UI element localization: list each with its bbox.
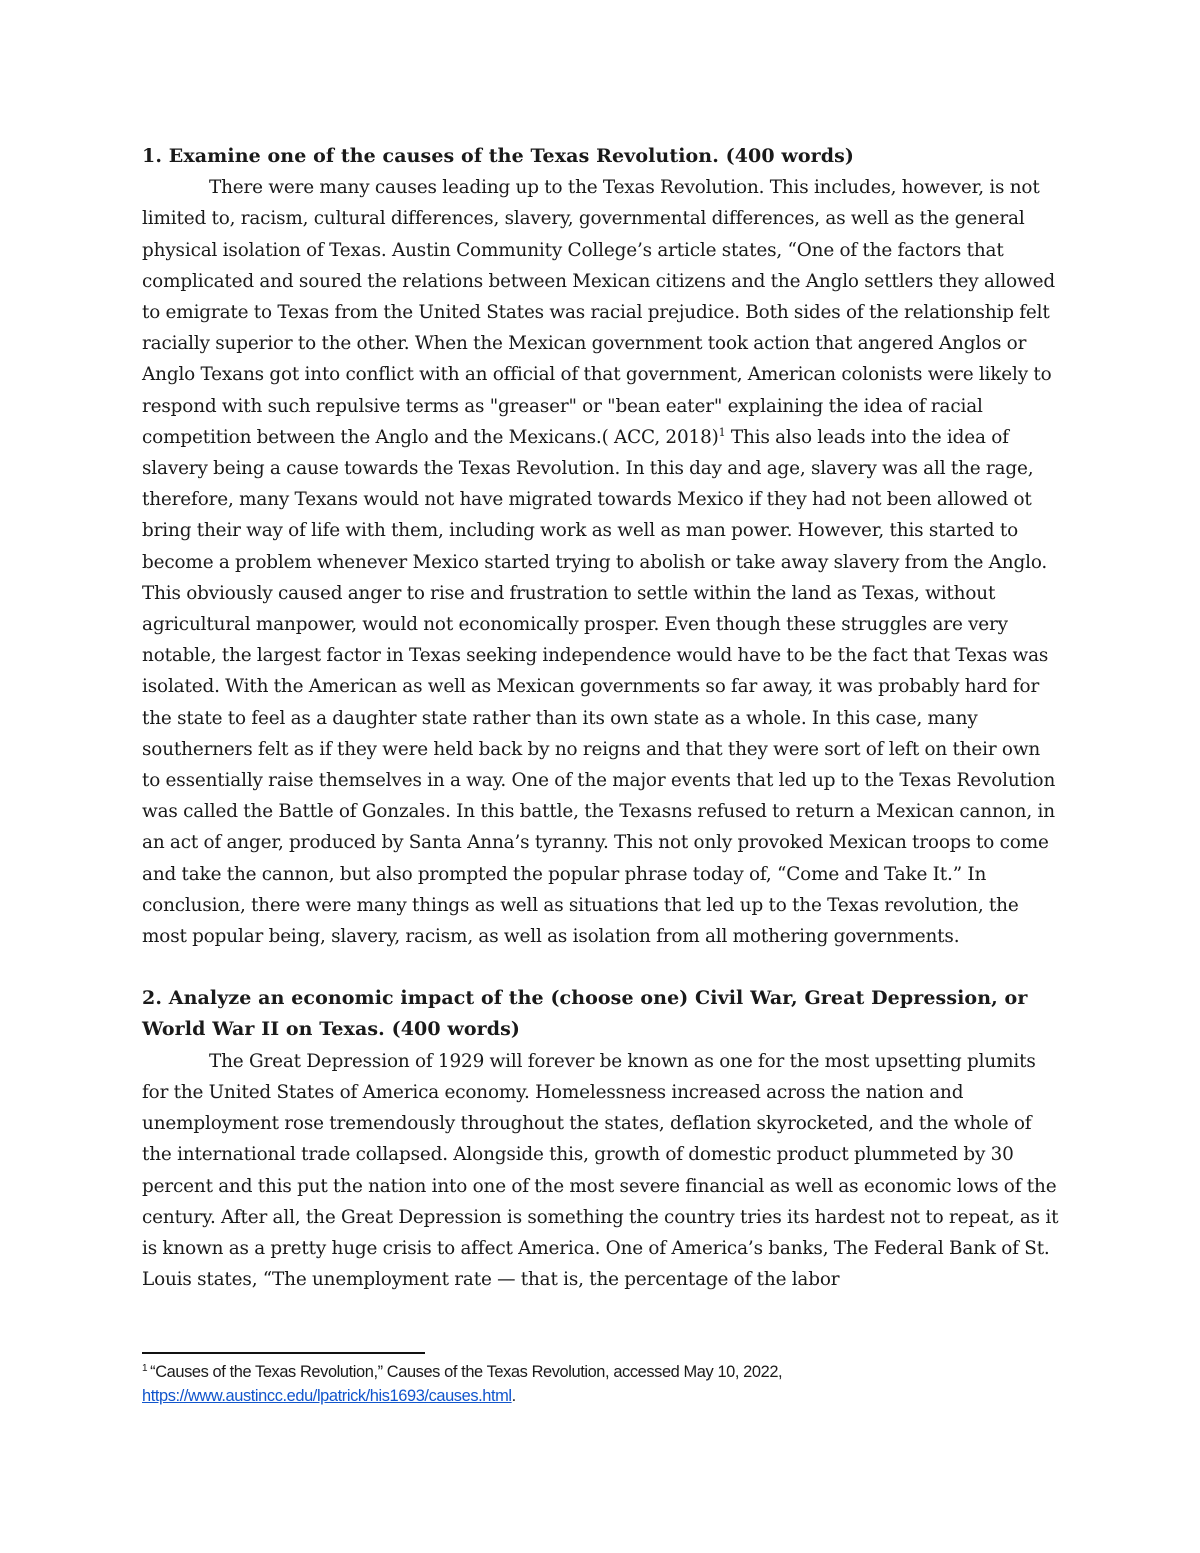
answer-1-text-continued: This also leads into the idea of slavery being a cause towards the Texas Revolution. In this day and age, slavery was all the rage, therefore, many Texans would not have migrated towards Mexico if they had not been allowed ot bring their way of life with them, including work as well as man power. However, this started to become a problem whenever Mexico started trying to abolish or take away slavery from the Anglo. This obviously caused anger to rise and frustration to settle within the land as Texas, without agricultural manpower, would not economically prosper. Even though these struggles are very notable, the largest factor in Texas seeking independence would have to be the fact that Texas was isolated. With the American as well as Mexican governments so far away, it was probably hard for the state to feel as a daughter state rather than its own state as a whole. In this case, many southerners felt as if they were held back by no reigns and that they were sort of left on their own to essentially raise themselves in a way. One of the major events that led up to the Texas Revolution was called the Battle of Gonzales. In this battle, the Texasns refused to return a Mexican cannon, in an act of anger, produced by Santa Anna’s tyranny. This not only provoked Mexican troops to come and take the cannon, but also prompted the popular phrase today of, “Come and Take It.” In conclusion, there were many things as well as situations that led up to the Texas revolution, the most popular being, slavery, racism, as well as isolation from all mothering governments. <box>142 426 1056 948</box>
section-spacer <box>142 952 1062 983</box>
document-body <box>142 141 1062 1295</box>
footnote-number: 1 <box>142 1362 148 1374</box>
footnote-area <box>142 1352 1062 1408</box>
answer-1-text: There were many causes leading up to the Texas Revolution. This includes, however, is not limited to, racism, cultural differences, slavery, governmental differences, as well as the general physical isolation of Texas. Austin Community College’s article states, “One of the factors that complicated and soured the relations between Mexican citizens and the Anglo settlers they allowed to emigrate to Texas from the United States was racial prejudice. Both sides of the relationship felt racially superior to the other. When the Mexican government took action that angered Anglos or Anglo Texans got into conflict with an official of that government, American colonists were likely to respond with such repulsive terms as "greaser" or "bean eater" explaining the idea of racial competition between the Anglo and the Mexicans.( ACC, 2018) <box>142 177 1055 448</box>
footnote-1 <box>142 1360 1062 1408</box>
footnote-trailing: . <box>511 1387 516 1405</box>
question-2-heading: 2. Analyze an economic impact of the (choose one) Civil War, Great Depression, or World War II on Texas. (400 words) <box>142 987 1028 1041</box>
question-1-heading: 1. Examine one of the causes of the Texas Revolution. (400 words) <box>142 145 855 167</box>
footnote-separator <box>142 1352 425 1354</box>
footnote-link[interactable]: https://www.austincc.edu/lpatrick/his1693/causes.html <box>142 1387 512 1405</box>
answer-1-paragraph <box>142 172 1062 952</box>
footnote-text: “Causes of the Texas Revolution,” Causes of the Texas Revolution, accessed May 10, 2022, <box>150 1363 783 1381</box>
footnote-reference[interactable]: 1 <box>718 425 726 439</box>
answer-2-paragraph: The Great Depression of 1929 will forever be known as one for the most upsetting plumits for the United States of America economy. Homelessness increased across the nation and unemployment rose tremendously throughout the states, deflation skyrocketed, and the whole of the international trade collapsed. Alongside this, growth of domestic product plummeted by 30 percent and this put the nation into one of the most severe financial as well as economic lows of the century. After all, the Great Depression is something the country tries its hardest not to repeat, as it is known as a pretty huge crisis to affect America. One of America’s banks, The Federal Bank of St. Louis states, “The unemployment rate — that is, the percentage of the labor <box>142 1050 1059 1291</box>
